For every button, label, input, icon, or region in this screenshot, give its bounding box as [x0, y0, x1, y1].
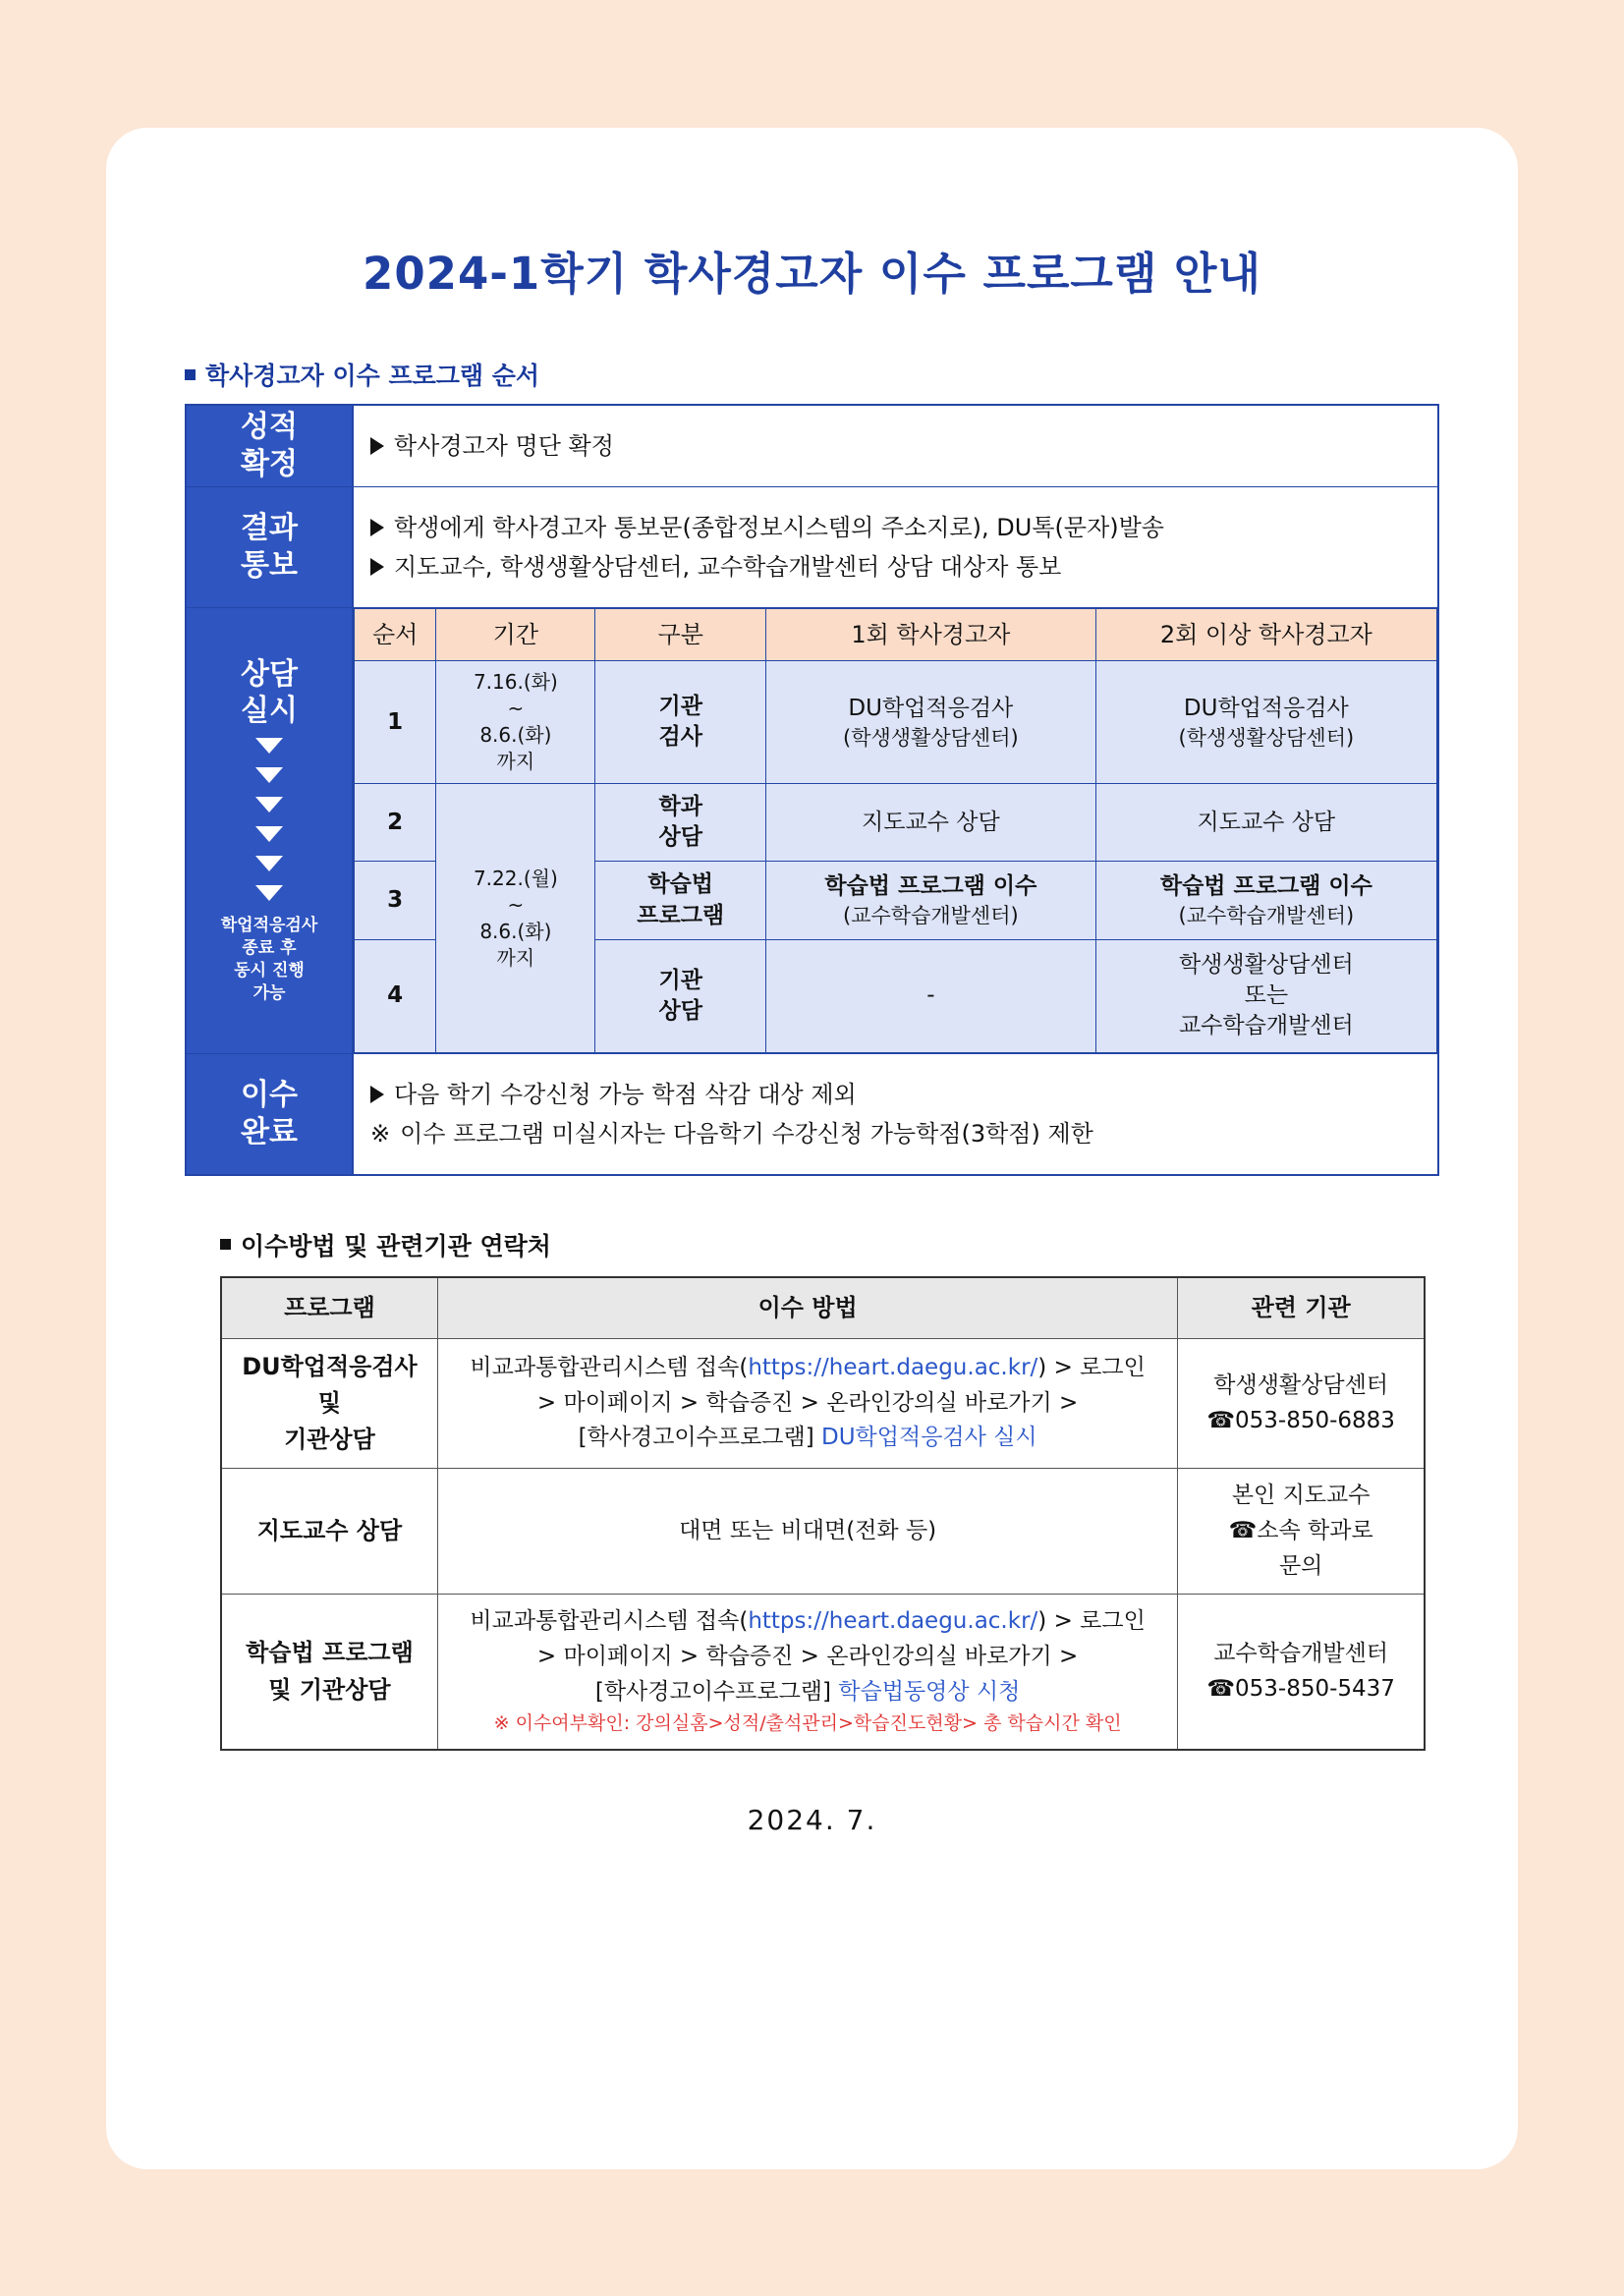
- table-row: [355, 784, 1437, 862]
- section-heading-flow-label: 학사경고자 이수 프로그램 순서: [205, 362, 540, 390]
- cell-org-2: 본인 지도교수 ☎소속 학과로 문의: [1178, 1469, 1425, 1595]
- heart-system-link[interactable]: https://heart.daegu.ac.kr/: [748, 1355, 1038, 1381]
- cell-type-4: 기관 상담: [595, 939, 766, 1052]
- cell-program-3: 학습법 프로그램 및 기관상담: [221, 1595, 437, 1750]
- list-item: [370, 510, 1421, 545]
- triangle-down-icon: [255, 856, 283, 871]
- col-header-program: 프로그램: [221, 1277, 437, 1339]
- footer-date: 2024. 7.: [747, 1803, 877, 1836]
- contact-table-wrapper: [185, 1276, 1439, 1751]
- triangle-down-icon: [255, 738, 283, 754]
- schedule-cell: [353, 608, 1438, 1054]
- list-item: [370, 1077, 1421, 1112]
- stage-completion: 이수 완료: [186, 1053, 353, 1175]
- cell-org-3: 교수학습개발센터 ☎053-850-5437: [1178, 1595, 1425, 1750]
- completion-check-note: ※ 이수여부확인: 강의실홈>성적/출석관리>학습진도현황> 총 학습시간 확인: [493, 1712, 1122, 1735]
- list-item-label: 학사경고자 명단 확정: [394, 432, 614, 460]
- triangle-down-icon: [255, 826, 283, 842]
- cell-type-2: 학과 상담: [595, 784, 766, 862]
- list-item: [370, 428, 1421, 464]
- cell-period-2: 7.22.(월) ~ 8.6.(화) 까지: [436, 784, 595, 1052]
- col-header-warn2: 2회 이상 학사경고자: [1095, 609, 1436, 661]
- schedule-table: [354, 608, 1437, 1053]
- cell-warn1-2: 지도교수 상담: [766, 784, 1096, 862]
- cell-warn2-1: DU학업적응검사 (학생생활상담센터): [1095, 661, 1436, 784]
- page-title: 2024-1학기 학사경고자 이수 프로그램 안내: [363, 248, 1261, 300]
- cell-order-1: 1: [355, 661, 436, 784]
- stage-result-notice: 결과 통보: [186, 487, 353, 608]
- list-item: [370, 1116, 1421, 1151]
- col-header-order: 순서: [355, 609, 436, 661]
- stage-counseling: 상담 실시 학업적응검사 종료 후 동시 진행 가능: [186, 608, 353, 1054]
- col-header-warn1: 1회 학사경고자: [766, 609, 1096, 661]
- section-heading-contact-label: 이수방법 및 관련기관 연락처: [241, 1231, 551, 1260]
- triangle-down-icon: [255, 885, 283, 901]
- heart-system-link[interactable]: https://heart.daegu.ac.kr/: [748, 1608, 1038, 1635]
- cell-order-2: 2: [355, 784, 436, 862]
- stage-result-notice-content: [353, 487, 1438, 608]
- table-row: [221, 1469, 1425, 1595]
- table-row: [186, 1053, 1438, 1175]
- cell-type-1: 기관 검사: [595, 661, 766, 784]
- cell-program-2: 지도교수 상담: [221, 1469, 437, 1595]
- table-row: [355, 661, 1437, 784]
- contact-table: [220, 1276, 1426, 1751]
- cell-method-1: 비교과통합관리시스템 접속(https://heart.daegu.ac.kr/) > 로그인 > 마이페이지 > 학습증진 > 온라인강의실 바로가기 > [학사경고이수프로그램] DU학업적응검사 실시: [437, 1338, 1177, 1469]
- triangle-down-icon: [255, 797, 283, 812]
- du-test-label: DU학업적응검사 실시: [821, 1425, 1037, 1451]
- square-bullet-icon: [185, 369, 196, 380]
- cell-method-3: 비교과통합관리시스템 접속(https://heart.daegu.ac.kr/) > 로그인 > 마이페이지 > 학습증진 > 온라인강의실 바로가기 > [학사경고이수프로그램] 학습법동영상 시청 ※ 이수여부확인: 강의실홈>성적/출석관리>학습진도현황> 총 학습시간 확인: [437, 1595, 1177, 1750]
- stage-grade-confirm: 성적 확정: [186, 405, 353, 487]
- square-bullet-icon: [220, 1239, 231, 1250]
- list-item: [370, 549, 1421, 585]
- cell-warn2-3: 학습법 프로그램 이수 (교수학습개발센터): [1095, 862, 1436, 939]
- cell-warn1-4: -: [766, 939, 1096, 1052]
- cell-warn1-1: DU학업적응검사 (학생생활상담센터): [766, 661, 1096, 784]
- triangle-right-icon: [370, 558, 384, 576]
- cell-order-3: 3: [355, 862, 436, 939]
- list-item-label: 학생에게 학사경고자 통보문(종합정보시스템의 주소지로), DU톡(문자)발송: [394, 514, 1164, 541]
- stage-counseling-note: 학업적응검사 종료 후 동시 진행 가능: [220, 916, 318, 1004]
- document-page: [106, 128, 1518, 2169]
- section-heading-contact: [185, 1227, 1439, 1262]
- table-row: [221, 1595, 1425, 1750]
- down-arrow-group: [187, 738, 352, 901]
- cell-org-1: 학생생활상담센터 ☎053-850-6883: [1178, 1338, 1425, 1469]
- cell-order-4: 4: [355, 939, 436, 1052]
- asterisk-icon: ※: [370, 1119, 391, 1148]
- table-row: [186, 405, 1438, 487]
- triangle-right-icon: [370, 437, 384, 455]
- list-item-label: 이수 프로그램 미실시자는 다음학기 수강신청 가능학점(3학점) 제한: [400, 1119, 1093, 1148]
- table-row: [221, 1338, 1425, 1469]
- study-video-label: 학습법동영상 시청: [838, 1678, 1021, 1705]
- table-header-row: [355, 609, 1437, 661]
- stage-completion-content: [353, 1053, 1438, 1175]
- table-row: [186, 608, 1438, 1054]
- cell-method-2: 대면 또는 비대면(전화 등): [437, 1469, 1177, 1595]
- cell-warn2-2: 지도교수 상담: [1095, 784, 1436, 862]
- stage-grade-confirm-content: [353, 405, 1438, 487]
- table-row: [186, 487, 1438, 608]
- list-item-label: 다음 학기 수강신청 가능 학점 삭감 대상 제외: [394, 1080, 857, 1108]
- triangle-right-icon: [370, 1086, 384, 1103]
- cell-program-1: DU학업적응검사 및 기관상담: [221, 1338, 437, 1469]
- col-header-method: 이수 방법: [437, 1277, 1177, 1339]
- col-header-period: 기간: [436, 609, 595, 661]
- triangle-right-icon: [370, 519, 384, 536]
- triangle-down-icon: [255, 767, 283, 783]
- list-item-label: 지도교수, 학생생활상담센터, 교수학습개발센터 상담 대상자 통보: [394, 553, 1062, 581]
- cell-type-3: 학습법 프로그램: [595, 862, 766, 939]
- col-header-type: 구분: [595, 609, 766, 661]
- flow-table: [185, 404, 1439, 1176]
- table-header-row: [221, 1277, 1425, 1339]
- cell-warn1-3: 학습법 프로그램 이수 (교수학습개발센터): [766, 862, 1096, 939]
- cell-warn2-4: 학생생활상담센터 또는 교수학습개발센터: [1095, 939, 1436, 1052]
- section-heading-flow: [185, 357, 1439, 392]
- col-header-org: 관련 기관: [1178, 1277, 1425, 1339]
- cell-period-1: 7.16.(화) ~ 8.6.(화) 까지: [436, 661, 595, 784]
